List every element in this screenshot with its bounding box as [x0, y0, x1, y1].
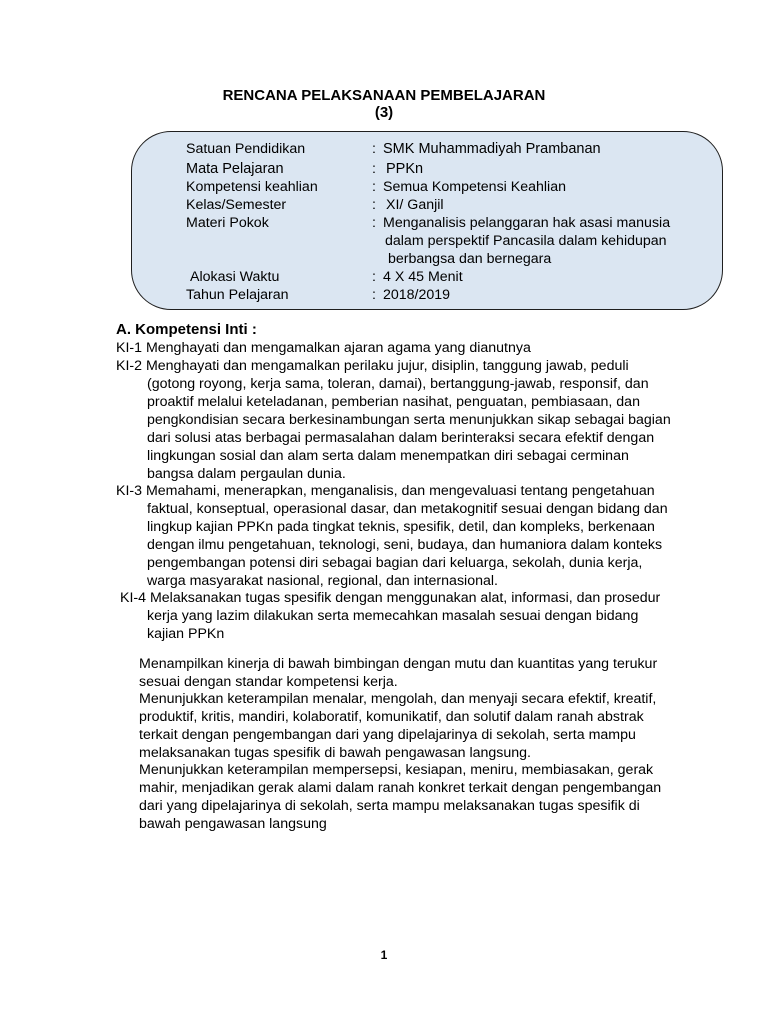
ki2-line: (gotong royong, kerja sama, toleran, damai), bertanggung-jawab, responsif, dan	[147, 376, 649, 392]
identity-label: Tahun Pelajaran	[186, 287, 289, 303]
ki3-line: pengembangan potensi diri sebagai bagian dari keluarga, sekolah, dunia kerja,	[147, 555, 643, 571]
ki2-line: proaktif melalui keteladanan, pemberian nasihat, penguatan, pembiasaan, dan	[147, 394, 640, 410]
identity-colon: :	[372, 269, 376, 285]
ki3-line: KI-3 Memahami, menerapkan, menganalisis, dan mengevaluasi tentang pengetahuan	[116, 483, 655, 499]
section-heading-kompetensi-inti: A. Kompetensi Inti :	[116, 321, 257, 338]
identity-label: Kompetensi keahlian	[186, 179, 318, 195]
identity-colon: :	[372, 161, 376, 177]
identity-value: 4 X 45 Menit	[383, 269, 463, 285]
ki4-line: KI-4 Melaksanakan tugas spesifik dengan menggunakan alat, informasi, dan prosedur	[120, 590, 661, 606]
ki3-line: faktual, konseptual, operasional dasar, dan metakognitif sesuai dengan bidang dan	[147, 501, 668, 517]
identity-value: PPKn	[386, 161, 424, 177]
ki4-detail-line: dari yang dipelajarinya di sekolah, serta mampu melaksanakan tugas spesifik di	[139, 798, 640, 814]
ki4-detail-line: mahir, menjadikan gerak alami dalam ranah konkret terkait dengan pengembangan	[139, 780, 662, 796]
ki4-line: kajian PPKn	[147, 626, 225, 642]
identity-value: XI/ Ganjil	[386, 197, 444, 213]
identity-colon: :	[372, 215, 376, 231]
ki3-line: lingkup kajian PPKn pada tingkat teknis, spesifik, detil, dan kompleks, berkenaan	[147, 519, 655, 535]
page-number: 1	[380, 948, 388, 962]
identity-colon: :	[372, 197, 376, 213]
ki4-detail-line: produktif, kritis, mandiri, kolaboratif, komunikatif, dan solutif dalam ranah abstrak	[139, 709, 644, 725]
ki1-line: KI-1 Menghayati dan mengamalkan ajaran agama yang dianutnya	[116, 340, 531, 356]
identity-label: Satuan Pendidikan	[186, 141, 306, 157]
ki4-detail-line: Menunjukkan keterampilan mempersepsi, kesiapan, meniru, membiasakan, gerak	[139, 762, 654, 778]
ki2-line: dari solusi atas berbagai permasalahan dalam berinteraksi secara efektif dengan	[147, 430, 655, 446]
ki2-line: bangsa dalam pergaulan dunia.	[147, 466, 346, 482]
identity-label: Kelas/Semester	[186, 197, 287, 213]
identity-value: Menganalisis pelanggaran hak asasi manusia	[383, 215, 671, 231]
ki4-detail-line: melaksanakan tugas spesifik di bawah pengawasan langsung.	[139, 745, 531, 761]
ki4-detail-line: bawah pengawasan langsung	[139, 816, 327, 832]
identity-colon: :	[372, 179, 376, 195]
identity-box	[131, 131, 723, 310]
identity-label: Alokasi Waktu	[190, 269, 280, 285]
identity-value: Semua Kompetensi Keahlian	[383, 179, 566, 195]
ki2-line: pengkondisian secara berkesinambungan serta menunjukkan sikap sebagai bagian	[147, 412, 671, 428]
ki3-line: warga masyarakat nasional, regional, dan internasional.	[147, 573, 498, 589]
identity-colon: :	[372, 141, 376, 157]
identity-label: Mata Pelajaran	[186, 161, 284, 177]
identity-colon: :	[372, 287, 376, 303]
document-title: RENCANA PELAKSANAAN PEMBELAJARAN	[222, 87, 546, 104]
document-subtitle: (3)	[374, 104, 394, 121]
ki2-line: KI-2 Menghayati dan mengamalkan perilaku jujur, disiplin, tanggung jawab, peduli	[116, 358, 629, 374]
ki2-line: lingkungan sosial dan alam serta dalam menempatkan diri sebagai cerminan	[147, 448, 629, 464]
ki4-detail-line: sesuai dengan standar kompetensi kerja.	[139, 674, 398, 690]
identity-value: dalam perspektif Pancasila dalam kehidupan	[385, 233, 667, 249]
ki4-detail-line: Menunjukkan keterampilan menalar, mengolah, dan menyaji secara efektif, kreatif,	[139, 691, 657, 707]
ki4-detail-line: terkait dengan pengembangan dari yang dipelajarinya di sekolah, serta mampu	[139, 727, 636, 743]
identity-value: SMK Muhammadiyah Prambanan	[383, 141, 601, 157]
ki3-line: dengan ilmu pengetahuan, teknologi, seni, budaya, dan humaniora dalam konteks	[147, 537, 663, 553]
ki4-line: kerja yang lazim dilakukan serta memecahkan masalah sesuai dengan bidang	[147, 608, 639, 624]
identity-value: 2018/2019	[383, 287, 451, 303]
ki4-detail-line: Menampilkan kinerja di bawah bimbingan dengan mutu dan kuantitas yang terukur	[139, 656, 658, 672]
identity-value: berbangsa dan bernegara	[388, 251, 552, 267]
identity-label: Materi Pokok	[186, 215, 269, 231]
